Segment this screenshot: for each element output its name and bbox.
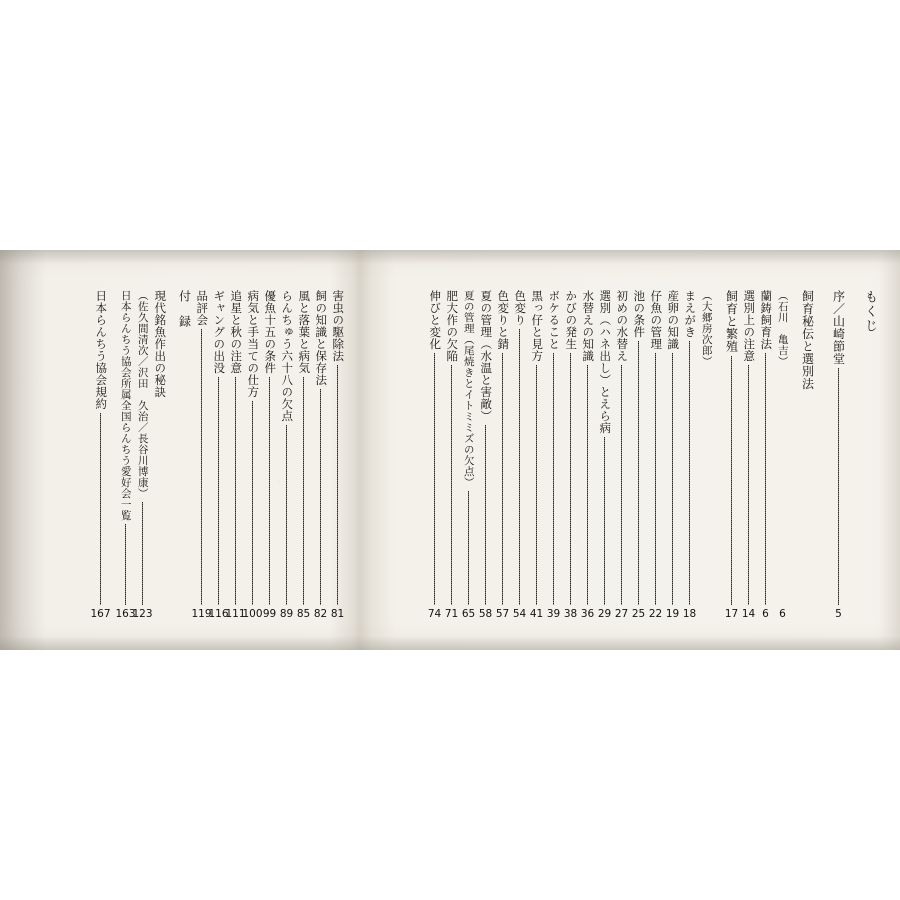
toc-entry: 日本らんちう協会所属全国らんちう愛好会一覧 163	[115, 290, 136, 620]
leader	[468, 491, 469, 605]
leader	[553, 353, 554, 605]
leader	[100, 413, 101, 605]
leader	[570, 353, 571, 605]
leader	[201, 329, 202, 605]
leader	[838, 368, 839, 605]
toc-entry: 害虫の駆除法 81	[330, 290, 346, 620]
leader	[184, 331, 185, 606]
toc-entry: 産卵の知識 19	[665, 290, 681, 620]
toc-entry: 色変りと錆 57	[495, 290, 511, 620]
leader	[502, 353, 503, 605]
leader	[638, 341, 639, 605]
leader	[269, 377, 270, 605]
leader	[485, 425, 486, 605]
leader	[337, 365, 338, 605]
leader	[125, 524, 126, 605]
toc-entry: 黒っ仔と見方 41	[529, 290, 545, 620]
toc-byline: （佐久間清次／沢田 久治／長谷川博康） 123	[132, 290, 153, 620]
toc-entry: 品評会 119	[191, 290, 212, 620]
toc-entry: まえがき 18	[682, 290, 698, 620]
toc-entry: らんちゅう六十八の欠点 89	[279, 290, 295, 620]
toc-byline: （大郷房次郎）	[698, 290, 715, 620]
toc-section: 飼育秘伝と選別法	[799, 290, 816, 620]
toc-entry: ボケること 39	[546, 290, 562, 620]
right-page	[362, 250, 900, 650]
toc-entry: 日本らんちう協会規約 167	[90, 290, 111, 620]
leader	[536, 365, 537, 605]
leader	[765, 353, 766, 605]
leader	[731, 356, 732, 606]
leader	[142, 502, 143, 605]
toc-entry: 初めの水替え 27	[614, 290, 630, 620]
leader	[320, 389, 321, 605]
toc-entry: 夏の管理（尾焼きとイトミミズの欠点） 65	[461, 290, 476, 620]
toc-entry: 現代銘魚作出の秘訣	[151, 290, 168, 620]
leader	[689, 341, 690, 605]
toc-entry: 飼の知識と保存法 82	[313, 290, 329, 620]
leader	[519, 329, 520, 605]
book-spread	[0, 250, 900, 650]
toc-entry: ギャングの出没 116	[208, 290, 229, 620]
leader	[869, 337, 870, 606]
leader	[672, 353, 673, 605]
toc-entry: 肥大作の欠陥 71	[444, 290, 460, 620]
toc-byline: （石川 亀吉） 6	[776, 290, 789, 620]
leader	[587, 365, 588, 605]
toc-entry: 仔魚の管理 22	[648, 290, 664, 620]
leader	[604, 437, 605, 605]
leader	[286, 425, 287, 605]
left-page	[0, 250, 360, 650]
toc-entry: 選別（ハネ出し）とえら病 29	[597, 290, 613, 620]
toc-entry: 序／山崎節堂 5	[831, 290, 846, 620]
leader	[655, 353, 656, 605]
toc-entry: 水替えの知識 36	[580, 290, 596, 620]
toc-entry: 病気と手当ての仕方 100	[242, 290, 263, 620]
toc-entry: 池の条件 25	[631, 290, 647, 620]
leader	[782, 370, 783, 605]
toc-entry: 夏の管理（水温と害敵） 58	[478, 290, 494, 620]
leader	[706, 370, 707, 605]
toc-entry: 蘭鋳飼育法 6	[759, 290, 774, 620]
toc-entry: 優魚十五の条件 99	[262, 290, 278, 620]
toc-section: 付 録	[176, 290, 193, 620]
leader	[434, 353, 435, 605]
leader	[218, 377, 219, 605]
leader	[748, 365, 749, 605]
toc-entry: 追星と秋の注意 111	[225, 290, 246, 620]
leader	[303, 377, 304, 605]
toc-heading: もくじ	[861, 290, 878, 620]
toc-entry: 伸びと変化 74	[427, 290, 443, 620]
leader	[621, 365, 622, 605]
leader	[807, 393, 808, 605]
leader	[159, 401, 160, 605]
toc-entry: 飼育と繁殖 17	[724, 290, 739, 620]
leader	[235, 377, 236, 605]
toc-entry: 風と落葉と病気 85	[296, 290, 312, 620]
toc-entry: 選別上の注意 14	[741, 290, 757, 620]
toc-right-columns	[426, 290, 878, 620]
leader	[252, 401, 253, 605]
leader	[451, 365, 452, 605]
toc-entry: かびの発生 38	[563, 290, 579, 620]
toc-left-columns	[92, 290, 346, 620]
toc-entry: 色変り 54	[512, 290, 528, 620]
